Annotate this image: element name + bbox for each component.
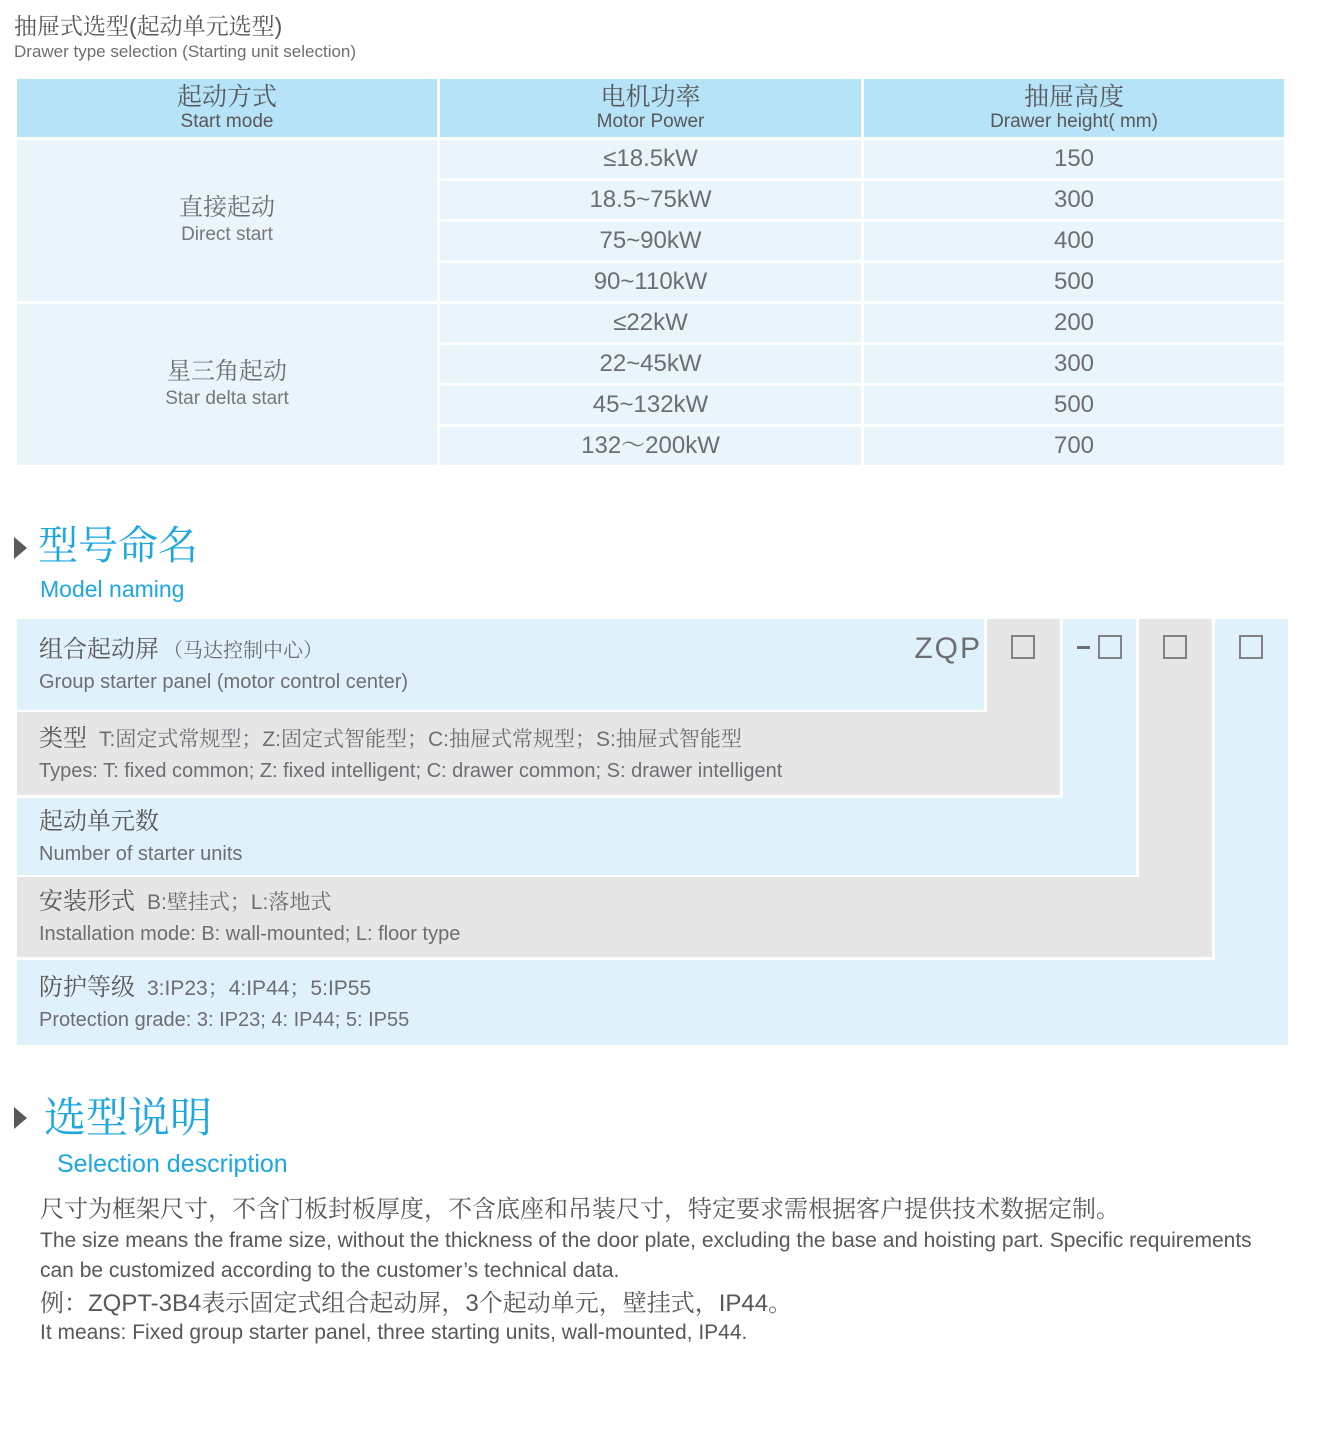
start-mode-cell-star-delta [17, 304, 437, 465]
header-drawer-height-en: Drawer height( mm) [990, 111, 1158, 133]
row3-cn: 起动单元数 [39, 807, 159, 835]
height-cell: 200 [864, 304, 1284, 342]
code-box-type [1011, 635, 1035, 659]
height-cell: 150 [864, 140, 1284, 178]
row4-en: Installation mode: B: wall-mounted; L: floor type [39, 923, 461, 945]
row5-cn-sub: 3:IP23；4:IP44；5:IP55 [147, 976, 372, 1000]
power-cell: 18.5~75kW [440, 181, 861, 219]
power-cell: 45~132kW [440, 386, 861, 424]
row1-cn: 组合起动屏 [39, 635, 159, 663]
row4-cn-sub: B:壁挂式；L:落地式 [147, 891, 332, 914]
description-paragraph-en: The size means the frame size, without the thickness of the door plate, excluding the base and hoisting part. Specific requirements can be customized according to the customer’s technical data. [40, 1229, 1252, 1283]
selection-description-heading-cn: 选型说明 [44, 1094, 213, 1141]
model-naming-heading-en: Model naming [40, 576, 185, 602]
star-delta-cn: 星三角起动 [167, 358, 287, 386]
direct-start-cn: 直接起动 [179, 194, 275, 222]
page-title-en: Drawer type selection (Starting unit selection) [14, 42, 357, 61]
header-motor-power-en: Motor Power [596, 111, 705, 133]
header-drawer-height-cn: 抽屉高度 [1023, 82, 1124, 111]
example-paragraph-en: It means: Fixed group starter panel, three starting units, wall-mounted, IP44. [40, 1321, 748, 1344]
power-cell: ≤18.5kW [440, 140, 861, 178]
power-cell: 132～200kW [440, 427, 861, 465]
column-header-motor-power [440, 79, 861, 137]
row2-en: Types: T: fixed common; Z: fixed intelligent; C: drawer common; S: drawer intelligent [39, 759, 783, 782]
description-paragraph-cn: 尺寸为框架尺寸，不含门板封板厚度，不含底座和吊装尺寸，特定要求需根据客户提供技术数据定制。 [40, 1196, 1120, 1223]
diagram-row-installation-mode [17, 877, 1212, 957]
model-naming-diagram [17, 619, 1288, 1045]
height-cell: 300 [864, 181, 1284, 219]
row5-en: Protection grade: 3: IP23; 4: IP44; 5: IP55 [39, 1008, 410, 1031]
row4-cn: 安装形式 [39, 888, 135, 915]
diagram-row-protection-grade [17, 960, 1288, 1045]
start-mode-cell-direct [17, 140, 437, 301]
power-cell: ≤22kW [440, 304, 861, 342]
header-start-mode-en: Start mode [180, 111, 274, 133]
model-naming-heading-cn: 型号命名 [38, 524, 198, 568]
page-title-cn: 抽屉式选型(起动单元选型) [14, 13, 283, 39]
column-header-start-mode [17, 79, 437, 137]
row3-en: Number of starter units [39, 842, 243, 865]
row1-en: Group starter panel (motor control center) [39, 670, 409, 693]
row2-cn-sub: T:固定式常规型；Z:固定式智能型；C:抽屉式常规型；S:抽屉式智能型 [99, 727, 742, 751]
drawer-selection-table [17, 79, 1284, 465]
header-start-mode-cn: 起动方式 [176, 82, 277, 111]
selection-description-heading-en: Selection description [57, 1150, 288, 1178]
column-header-drawer-height [864, 79, 1284, 137]
height-cell: 400 [864, 222, 1284, 260]
row1-cn-sub: （马达控制中心） [163, 639, 323, 662]
diagram-row-starter-units [17, 798, 1136, 875]
power-cell: 90~110kW [440, 263, 861, 301]
star-delta-en: Star delta start [165, 387, 289, 409]
code-box-protection [1239, 635, 1263, 659]
diagram-row-group-starter-panel [17, 619, 984, 710]
code-box-units [1098, 635, 1122, 659]
direct-start-en: Direct start [181, 223, 273, 245]
code-box-installation [1163, 635, 1187, 659]
header-motor-power-cn: 电机功率 [600, 82, 701, 111]
code-prefix-zqp: ZQP [914, 632, 982, 665]
height-cell: 500 [864, 263, 1284, 301]
section-arrow-icon [14, 1107, 27, 1129]
power-cell: 22~45kW [440, 345, 861, 383]
section-arrow-icon [14, 537, 27, 559]
diagram-row-type [17, 712, 1060, 795]
height-cell: 700 [864, 427, 1284, 465]
height-cell: 300 [864, 345, 1284, 383]
power-cell: 75~90kW [440, 222, 861, 260]
row2-cn: 类型 [39, 724, 87, 752]
height-cell: 500 [864, 386, 1284, 424]
code-dash [1077, 646, 1090, 649]
row5-cn: 防护等级 [39, 973, 135, 1001]
example-paragraph-cn: 例：ZQPT-3B4表示固定式组合起动屏，3个起动单元，壁挂式，IP44。 [40, 1290, 793, 1317]
